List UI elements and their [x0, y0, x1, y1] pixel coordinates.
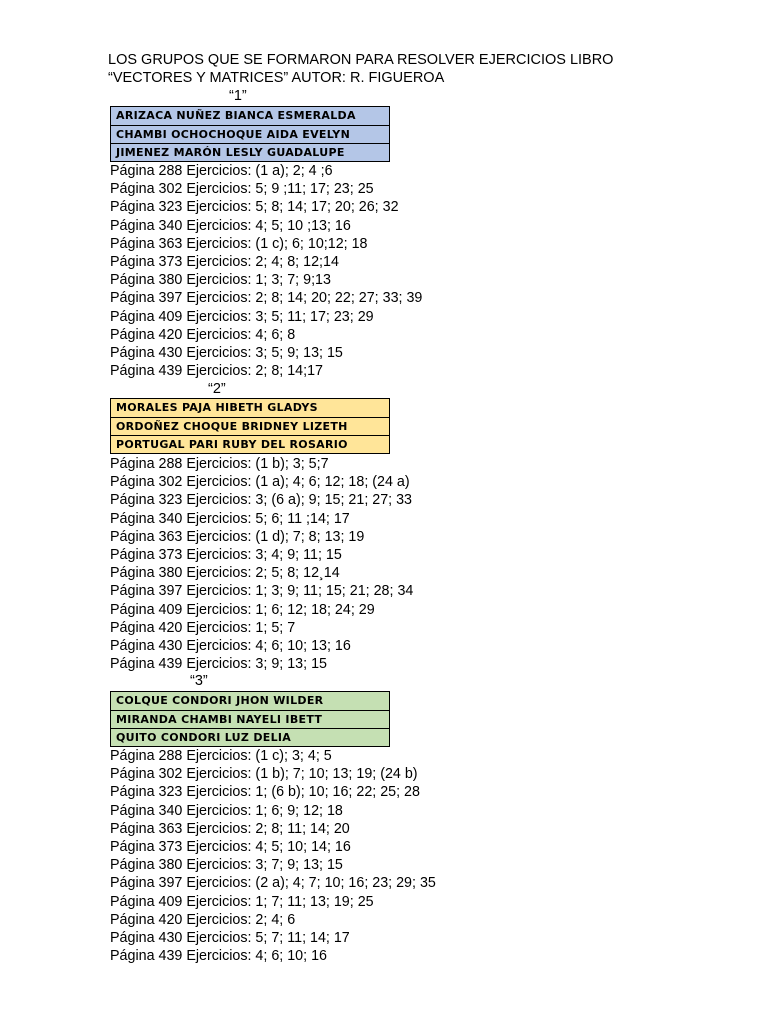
- group-2-members-table: [110, 398, 390, 454]
- group-3-member: COLQUE CONDORI JHON WILDER: [111, 692, 389, 710]
- exercise-line: Página 302 Ejercicios: (1 b); 7; 10; 13; 19; (24 b): [110, 766, 418, 783]
- group-3-members-table: [110, 691, 390, 747]
- exercise-line: Página 340 Ejercicios: 1; 6; 9; 12; 18: [110, 802, 343, 819]
- exercise-line: Página 439 Ejercicios: 3; 9; 13; 15: [110, 656, 327, 673]
- exercise-line: Página 288 Ejercicios: (1 b); 3; 5;7: [110, 456, 329, 472]
- exercise-line: Página 380 Ejercicios: 1; 3; 7; 9;13: [110, 272, 331, 289]
- exercise-line: Página 397 Ejercicios: (2 a); 4; 7; 10; 16; 23; 29; 35: [110, 875, 436, 892]
- group-2-member: MORALES PAJA HIBETH GLADYS: [111, 399, 389, 417]
- group-3-member: QUITO CONDORI LUZ DELIA: [111, 728, 389, 746]
- group-3-member: MIRANDA CHAMBI NAYELI IBETT: [111, 710, 389, 728]
- exercise-line: Página 323 Ejercicios: 1; (6 b); 10; 16; 22; 25; 28: [110, 784, 420, 801]
- exercise-line: Página 397 Ejercicios: 2; 8; 14; 20; 22; 27; 33; 39: [110, 290, 423, 307]
- exercise-line: Página 373 Ejercicios: 4; 5; 10; 14; 16: [110, 838, 351, 855]
- exercise-line: Página 430 Ejercicios: 3; 5; 9; 13; 15: [110, 344, 343, 361]
- exercise-line: Página 288 Ejercicios: (1 a); 2; 4 ;6: [110, 163, 333, 179]
- exercise-line: Página 373 Ejercicios: 3; 4; 9; 11; 15: [110, 546, 342, 563]
- exercise-line: Página 397 Ejercicios: 1; 3; 9; 11; 15; 21; 28; 34: [110, 583, 414, 600]
- exercise-line: Página 430 Ejercicios: 5; 7; 11; 14; 17: [110, 929, 350, 946]
- exercise-line: Página 363 Ejercicios: 2; 8; 11; 14; 20: [110, 820, 350, 837]
- exercise-line: Página 409 Ejercicios: 3; 5; 11; 17; 23; 29: [110, 308, 374, 325]
- group-1-members-table: [110, 106, 390, 162]
- group-3-number: “3”: [190, 673, 208, 689]
- exercise-line: Página 420 Ejercicios: 4; 6; 8: [110, 326, 296, 343]
- group-2-exercise-list: [110, 455, 413, 673]
- group-2-number: “2”: [208, 381, 226, 397]
- exercise-line: Página 373 Ejercicios: 2; 4; 8; 12;14: [110, 253, 339, 270]
- exercise-line: Página 430 Ejercicios: 4; 6; 10; 13; 16: [110, 637, 351, 654]
- document-title-line-1: LOS GRUPOS QUE SE FORMARON PARA RESOLVER EJERCICIOS LIBRO: [108, 52, 614, 68]
- exercise-line: Página 323 Ejercicios: 5; 8; 14; 17; 20; 26; 32: [110, 199, 399, 216]
- group-1-number: “1”: [229, 88, 247, 104]
- exercise-line: Página 409 Ejercicios: 1; 6; 12; 18; 24; 29: [110, 601, 375, 618]
- exercise-line: Página 380 Ejercicios: 3; 7; 9; 13; 15: [110, 857, 343, 874]
- group-1-exercise-list: [110, 162, 422, 380]
- exercise-line: Página 420 Ejercicios: 1; 5; 7: [110, 619, 296, 636]
- group-2-member: PORTUGAL PARI RUBY DEL ROSARIO: [111, 435, 389, 453]
- exercise-line: Página 363 Ejercicios: (1 c); 6; 10;12; 18: [110, 235, 368, 252]
- exercise-line: Página 323 Ejercicios: 3; (6 a); 9; 15; 21; 27; 33: [110, 492, 413, 509]
- exercise-line: Página 363 Ejercicios: (1 d); 7; 8; 13; 19: [110, 528, 365, 545]
- group-3-exercise-list: [110, 747, 436, 965]
- exercise-line: Página 288 Ejercicios: (1 c); 3; 4; 5: [110, 748, 332, 764]
- exercise-line: Página 340 Ejercicios: 5; 6; 11 ;14; 17: [110, 510, 350, 527]
- group-2-member: ORDOÑEZ CHOQUE BRIDNEY LIZETH: [111, 417, 389, 435]
- exercise-line: Página 340 Ejercicios: 4; 5; 10 ;13; 16: [110, 217, 351, 234]
- group-1-member: ARIZACA NUÑEZ BIANCA ESMERALDA: [111, 107, 389, 125]
- exercise-line: Página 380 Ejercicios: 2; 5; 8; 12¸14: [110, 565, 340, 582]
- exercise-line: Página 409 Ejercicios: 1; 7; 11; 13; 19; 25: [110, 893, 374, 910]
- group-1-member: CHAMBI OCHOCHOQUE AIDA EVELYN: [111, 125, 389, 143]
- exercise-line: Página 420 Ejercicios: 2; 4; 6: [110, 911, 296, 928]
- group-1-member: JIMENEZ MARÓN LESLY GUADALUPE: [111, 143, 389, 161]
- exercise-line: Página 439 Ejercicios: 2; 8; 14;17: [110, 363, 324, 380]
- exercise-line: Página 439 Ejercicios: 4; 6; 10; 16: [110, 948, 327, 965]
- exercise-line: Página 302 Ejercicios: (1 a); 4; 6; 12; 18; (24 a): [110, 474, 410, 491]
- document-title-line-2: “VECTORES Y MATRICES” AUTOR: R. FIGUEROA: [108, 70, 445, 86]
- exercise-line: Página 302 Ejercicios: 5; 9 ;11; 17; 23; 25: [110, 181, 374, 198]
